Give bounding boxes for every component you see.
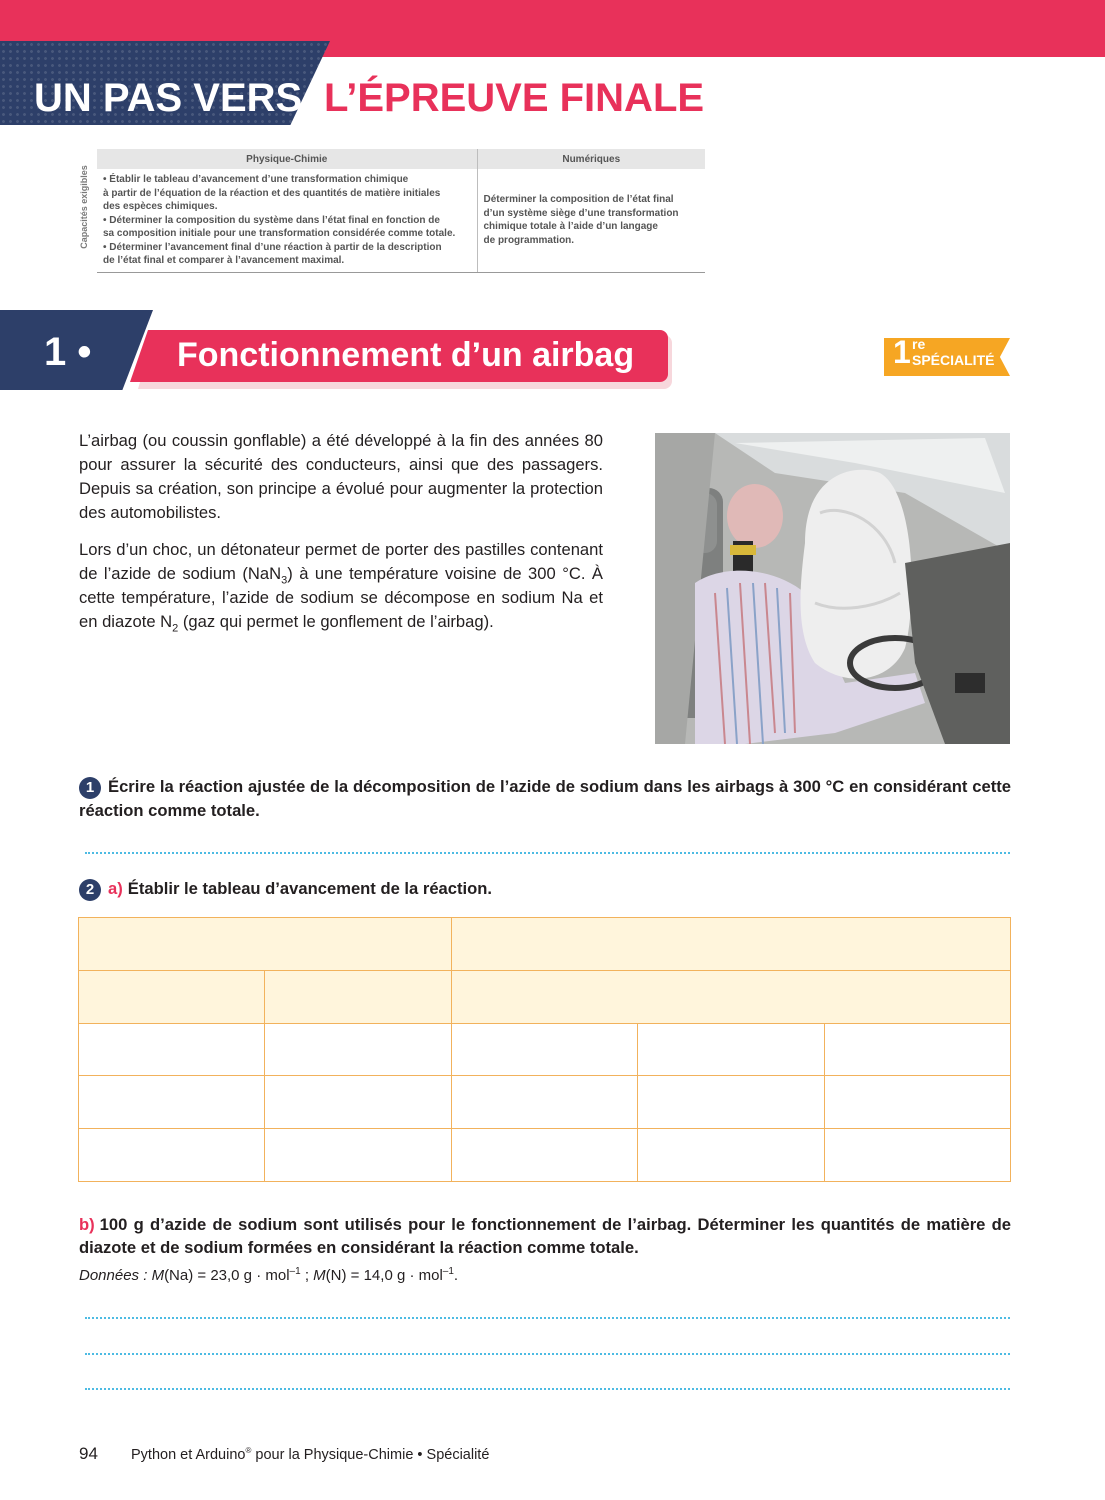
- answer-line-q1[interactable]: [85, 852, 1010, 854]
- table-cell[interactable]: [638, 1076, 824, 1129]
- question-1: 1 Écrire la réaction ajustée de la décomposition de l’azide de sodium dans les airbags à 300 °C en considérant cette réaction comme totale.: [79, 777, 1011, 820]
- table-cell[interactable]: [451, 1129, 637, 1182]
- table-cell[interactable]: [79, 1129, 265, 1182]
- table-row: [79, 1129, 1011, 1182]
- footer-book-title: Python et Arduino® pour la Physique-Chimie • Spécialité: [131, 1446, 490, 1463]
- badge-label: SPÉCIALITÉ: [912, 352, 995, 368]
- table-cell[interactable]: [824, 1023, 1010, 1076]
- table-row: [79, 1076, 1011, 1129]
- capacites-side-label: Capacités exigibles: [79, 165, 89, 249]
- capacites-col1-cell: • Établir le tableau d’avancement d’une transformation chimique à partir de l’équation de la réaction et des quantités de matière initiales des espèces chimiques. • Déterminer la composition du système dans l’état final en fonction de sa composition initiale pour une transformation considérée comme totale. • Déterminer l’avancement final d’une réaction à partir de la description de l’état final et comparer à l’avancement maximal.: [97, 169, 477, 272]
- capacites-col1-header: Physique-Chimie: [97, 149, 477, 169]
- answer-line-q2b-2[interactable]: [85, 1353, 1010, 1355]
- table-cell[interactable]: [638, 1023, 824, 1076]
- table-cell[interactable]: [824, 1129, 1010, 1182]
- question-2-number: 2: [79, 879, 101, 901]
- question-1-number: 1: [79, 777, 101, 799]
- table-cell[interactable]: [79, 970, 265, 1023]
- table-cell[interactable]: [265, 1023, 451, 1076]
- intro-paragraph-1: L’airbag (ou coussin gonflable) a été développé à la fin des années 80 pour assurer la sécurité des conducteurs, ainsi que des passagers. Depuis sa création, son principe a évolué pour augmenter la protection des automobilistes.: [79, 431, 603, 522]
- table-cell[interactable]: [79, 1023, 265, 1076]
- table-cell[interactable]: [638, 1129, 824, 1182]
- table-cell[interactable]: [451, 918, 1010, 971]
- table-cell[interactable]: [451, 1076, 637, 1129]
- section-title: Fonctionnement d’un airbag: [177, 336, 635, 374]
- header-title-part2: L’ÉPREUVE FINALE: [324, 76, 705, 120]
- badge-superscript: re: [912, 336, 926, 352]
- question-2a: 2 a) Établir le tableau d’avancement de la réaction.: [79, 877, 1011, 901]
- table-cell[interactable]: [451, 1023, 637, 1076]
- avancement-table: [78, 917, 1011, 1182]
- table-cell[interactable]: [265, 1129, 451, 1182]
- table-cell[interactable]: [79, 918, 452, 971]
- table-row: [79, 1023, 1011, 1076]
- table-cell[interactable]: [824, 1076, 1010, 1129]
- table-cell[interactable]: [265, 1076, 451, 1129]
- header-title-part1: UN PAS VERS: [34, 76, 303, 120]
- answer-line-q2b-1[interactable]: [85, 1317, 1010, 1319]
- table-cell[interactable]: [265, 970, 451, 1023]
- section-number: 1 •: [44, 330, 92, 374]
- answer-line-q2b-3[interactable]: [85, 1388, 1010, 1390]
- capacites-col2-cell: Déterminer la composition de l’état final d’un système siège d’une transformation chimique totale à l’aide d’un langage de programmation.: [477, 169, 705, 272]
- table-cell[interactable]: [79, 1076, 265, 1129]
- capacites-col2-header: Numériques: [477, 149, 705, 169]
- airbag-crash-test-photo: [655, 433, 1010, 744]
- question-2b: b) 100 g d’azide de sodium sont utilisés pour le fonctionnement de l’airbag. Déterminer les quantités de matière de diazote et de sodium formées en considérant la réaction comme totale.: [79, 1215, 1011, 1257]
- intro-paragraph-2: Lors d’un choc, un détonateur permet de porter des pastilles contenant de l’azide de sodium (NaN$_3$) à une température voisine de 300 °C. À cette température, l’azide de sodium se décompose en sodium Na et en diazote $N_2$ (gaz qui permet le gonflement de l’airbag).: [79, 540, 603, 635]
- badge-number: 1: [893, 334, 911, 370]
- page-number: 94: [79, 1444, 98, 1463]
- donnees: Données : M(Na) = 23,0 g · mol$^{-1}$ ; M(N) = 14,0 g · mol$^{-1}$.: [79, 1266, 459, 1284]
- table-cell[interactable]: [451, 970, 1010, 1023]
- capacites-table: [97, 149, 705, 273]
